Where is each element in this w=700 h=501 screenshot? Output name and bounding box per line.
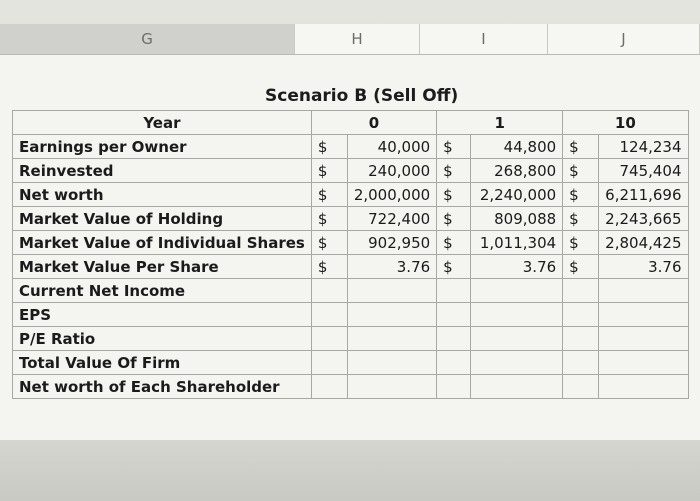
column-header-h[interactable]: H bbox=[295, 24, 420, 54]
currency-cell[interactable]: $ bbox=[311, 183, 347, 207]
value-cell[interactable]: 3.76 bbox=[599, 255, 688, 279]
row-label[interactable]: EPS bbox=[13, 303, 312, 327]
spreadsheet-sheet bbox=[0, 24, 700, 454]
currency-cell[interactable]: $ bbox=[563, 255, 599, 279]
currency-cell[interactable]: $ bbox=[437, 135, 471, 159]
year-cell[interactable]: 1 bbox=[437, 111, 563, 135]
value-cell[interactable] bbox=[347, 375, 436, 399]
currency-cell[interactable]: $ bbox=[563, 159, 599, 183]
currency-cell[interactable]: $ bbox=[311, 231, 347, 255]
value-cell[interactable] bbox=[471, 327, 563, 351]
value-cell[interactable]: 3.76 bbox=[347, 255, 436, 279]
value-cell[interactable] bbox=[347, 327, 436, 351]
value-cell[interactable]: 240,000 bbox=[347, 159, 436, 183]
row-label[interactable]: Market Value Per Share bbox=[13, 255, 312, 279]
value-cell[interactable]: 3.76 bbox=[471, 255, 563, 279]
value-cell[interactable]: 6,211,696 bbox=[599, 183, 688, 207]
row-label[interactable]: Total Value Of Firm bbox=[13, 351, 312, 375]
row-label[interactable]: Market Value of Individual Shares bbox=[13, 231, 312, 255]
table-row bbox=[13, 303, 689, 327]
value-cell[interactable] bbox=[347, 303, 436, 327]
currency-cell[interactable]: $ bbox=[437, 231, 471, 255]
currency-cell[interactable]: $ bbox=[563, 183, 599, 207]
value-cell[interactable] bbox=[599, 327, 688, 351]
data-table bbox=[12, 110, 689, 399]
table-header-row bbox=[13, 111, 689, 135]
value-cell[interactable]: 124,234 bbox=[599, 135, 688, 159]
value-cell[interactable]: 722,400 bbox=[347, 207, 436, 231]
currency-cell[interactable] bbox=[437, 351, 471, 375]
table-row bbox=[13, 135, 689, 159]
row-label[interactable]: Reinvested bbox=[13, 159, 312, 183]
currency-cell[interactable] bbox=[563, 279, 599, 303]
value-cell[interactable]: 268,800 bbox=[471, 159, 563, 183]
value-cell[interactable]: 809,088 bbox=[471, 207, 563, 231]
column-header-i[interactable]: I bbox=[420, 24, 548, 54]
currency-cell[interactable]: $ bbox=[563, 231, 599, 255]
currency-cell[interactable]: $ bbox=[437, 207, 471, 231]
value-cell[interactable] bbox=[347, 351, 436, 375]
value-cell[interactable]: 44,800 bbox=[471, 135, 563, 159]
value-cell[interactable] bbox=[599, 279, 688, 303]
value-cell[interactable]: 2,243,665 bbox=[599, 207, 688, 231]
currency-cell[interactable]: $ bbox=[311, 255, 347, 279]
currency-cell[interactable] bbox=[563, 375, 599, 399]
currency-cell[interactable]: $ bbox=[563, 135, 599, 159]
currency-cell[interactable]: $ bbox=[563, 207, 599, 231]
table-row bbox=[13, 255, 689, 279]
value-cell[interactable] bbox=[471, 375, 563, 399]
currency-cell[interactable] bbox=[563, 303, 599, 327]
table-row bbox=[13, 207, 689, 231]
currency-cell[interactable] bbox=[311, 327, 347, 351]
value-cell[interactable] bbox=[599, 375, 688, 399]
table-row bbox=[13, 159, 689, 183]
column-header-row bbox=[0, 24, 700, 55]
column-header-g[interactable]: G bbox=[0, 24, 295, 54]
value-cell[interactable]: 902,950 bbox=[347, 231, 436, 255]
currency-cell[interactable]: $ bbox=[437, 255, 471, 279]
currency-cell[interactable]: $ bbox=[437, 159, 471, 183]
currency-cell[interactable]: $ bbox=[437, 183, 471, 207]
year-cell[interactable]: 10 bbox=[563, 111, 688, 135]
table-row bbox=[13, 183, 689, 207]
row-label[interactable]: Net worth of Each Shareholder bbox=[13, 375, 312, 399]
table-row bbox=[13, 279, 689, 303]
table-row bbox=[13, 375, 689, 399]
value-cell[interactable] bbox=[347, 279, 436, 303]
currency-cell[interactable] bbox=[437, 303, 471, 327]
row-label[interactable]: Market Value of Holding bbox=[13, 207, 312, 231]
currency-cell[interactable]: $ bbox=[311, 135, 347, 159]
row-label[interactable]: Net worth bbox=[13, 183, 312, 207]
currency-cell[interactable] bbox=[563, 327, 599, 351]
value-cell[interactable]: 2,000,000 bbox=[347, 183, 436, 207]
value-cell[interactable] bbox=[599, 351, 688, 375]
year-cell[interactable]: 0 bbox=[311, 111, 436, 135]
currency-cell[interactable] bbox=[563, 351, 599, 375]
value-cell[interactable]: 1,011,304 bbox=[471, 231, 563, 255]
currency-cell[interactable] bbox=[437, 279, 471, 303]
table-row bbox=[13, 351, 689, 375]
table-row bbox=[13, 327, 689, 351]
currency-cell[interactable]: $ bbox=[311, 207, 347, 231]
row-label[interactable]: P/E Ratio bbox=[13, 327, 312, 351]
row-label[interactable]: Current Net Income bbox=[13, 279, 312, 303]
value-cell[interactable]: 2,804,425 bbox=[599, 231, 688, 255]
currency-cell[interactable] bbox=[311, 303, 347, 327]
scenario-title: Scenario B (Sell Off) bbox=[265, 86, 459, 106]
row-label[interactable]: Earnings per Owner bbox=[13, 135, 312, 159]
currency-cell[interactable] bbox=[311, 279, 347, 303]
value-cell[interactable] bbox=[471, 303, 563, 327]
currency-cell[interactable]: $ bbox=[311, 159, 347, 183]
desk-surface bbox=[0, 440, 700, 501]
table-row bbox=[13, 231, 689, 255]
value-cell[interactable] bbox=[599, 303, 688, 327]
currency-cell[interactable] bbox=[437, 375, 471, 399]
value-cell[interactable]: 40,000 bbox=[347, 135, 436, 159]
value-cell[interactable] bbox=[471, 351, 563, 375]
year-label[interactable]: Year bbox=[13, 111, 312, 135]
value-cell[interactable]: 2,240,000 bbox=[471, 183, 563, 207]
currency-cell[interactable] bbox=[311, 375, 347, 399]
value-cell[interactable] bbox=[471, 279, 563, 303]
currency-cell[interactable] bbox=[311, 351, 347, 375]
value-cell[interactable]: 745,404 bbox=[599, 159, 688, 183]
column-header-j[interactable]: J bbox=[548, 24, 700, 54]
currency-cell[interactable] bbox=[437, 327, 471, 351]
